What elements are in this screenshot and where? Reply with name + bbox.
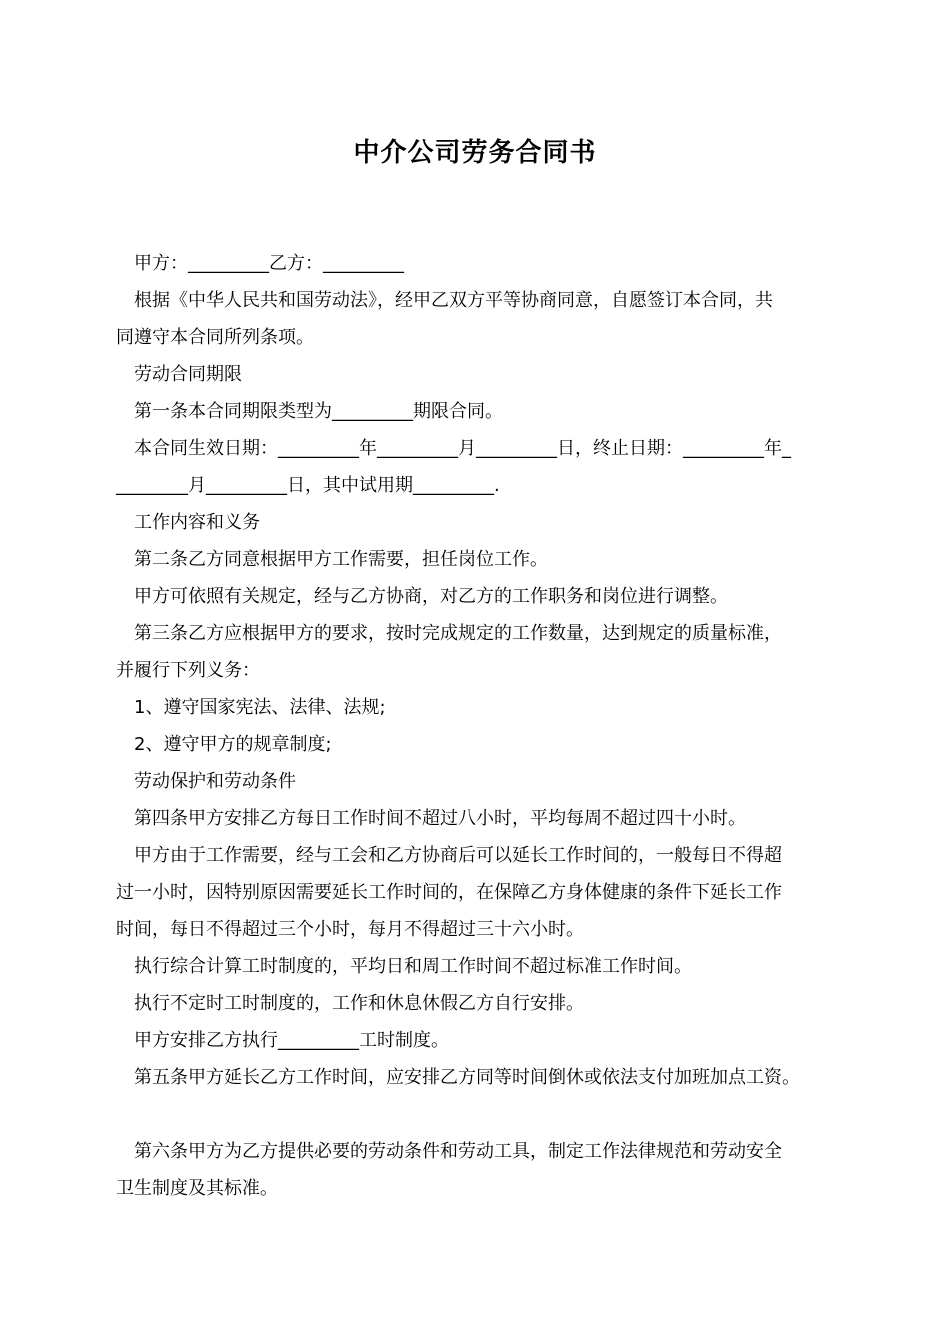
blank-line bbox=[116, 1096, 836, 1133]
section-heading-protection: 劳动保护和劳动条件 bbox=[134, 771, 296, 792]
effective-date-line-2: ________月_________日，其中试用期_________. bbox=[116, 475, 500, 496]
preamble-line-1: 根据《中华人民共和国劳动法》，经甲乙双方平等协商同意，自愿签订本合同，共 bbox=[134, 290, 773, 311]
article-3-line-2: 并履行下列义务： bbox=[116, 660, 260, 681]
article-6-line-2: 卫生制度及其标准。 bbox=[116, 1178, 278, 1199]
hours-system: 甲方安排乙方执行_________工时制度。 bbox=[134, 1030, 449, 1051]
article-2: 第二条乙方同意根据甲方工作需要，担任岗位工作。 bbox=[134, 549, 548, 570]
overtime-line-2: 过一小时，因特别原因需要延长工作时间的，在保障乙方身体健康的条件下延长工作 bbox=[116, 882, 782, 903]
document-body bbox=[116, 245, 836, 1207]
obligation-2: 2、遵守甲方的规章制度; bbox=[134, 734, 332, 755]
section-heading-work: 工作内容和义务 bbox=[134, 512, 260, 533]
article-1: 第一条本合同期限类型为_________期限合同。 bbox=[134, 401, 503, 422]
article-4: 第四条甲方安排乙方每日工作时间不超过八小时，平均每周不超过四十小时。 bbox=[134, 808, 746, 829]
article-6-line-1: 第六条甲方为乙方提供必要的劳动条件和劳动工具，制定工作法律规范和劳动安全 bbox=[134, 1141, 782, 1162]
effective-date-line-1: 本合同生效日期：_________年_________月_________日，终止日期：_________年_ bbox=[134, 438, 791, 459]
document-title: 中介公司劳务合同书 bbox=[353, 138, 597, 168]
preamble-line-2: 同遵守本合同所列条项。 bbox=[116, 327, 314, 348]
article-2-adjustment: 甲方可依照有关规定，经与乙方协商，对乙方的工作职务和岗位进行调整。 bbox=[134, 586, 728, 607]
overtime-line-3: 时间，每日不得超过三个小时，每月不得超过三十六小时。 bbox=[116, 919, 584, 940]
article-5: 第五条甲方延长乙方工作时间，应安排乙方同等时间倒休或依法支付加班加点工资。 bbox=[134, 1067, 800, 1088]
article-3-line-1: 第三条乙方应根据甲方的要求，按时完成规定的工作数量，达到规定的质量标准， bbox=[134, 623, 782, 644]
overtime-line-1: 甲方由于工作需要，经与工会和乙方协商后可以延长工作时间的，一般每日不得超 bbox=[134, 845, 782, 866]
party-line: 甲方：_________乙方：_________ bbox=[134, 253, 404, 274]
flexible-hours: 执行不定时工时制度的，工作和休息休假乙方自行安排。 bbox=[134, 993, 584, 1014]
comprehensive-hours: 执行综合计算工时制度的，平均日和周工作时间不超过标准工作时间。 bbox=[134, 956, 692, 977]
section-heading-term: 劳动合同期限 bbox=[134, 364, 242, 385]
obligation-1: 1、遵守国家宪法、法律、法规; bbox=[134, 697, 386, 718]
